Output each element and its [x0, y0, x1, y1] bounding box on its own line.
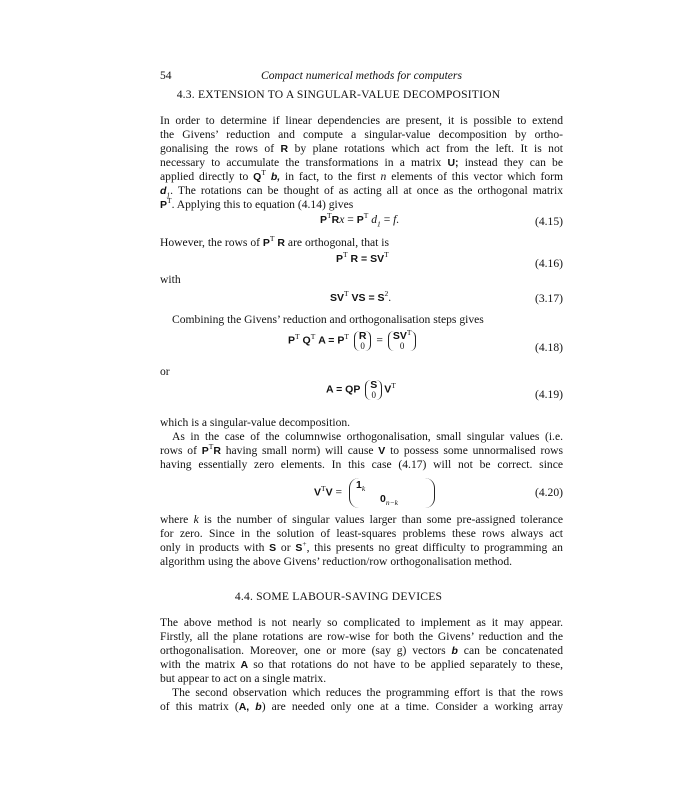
text-line: As in the case of the columnwise orthogonalisation, small singular values (i.e. — [172, 430, 563, 443]
running-title: Compact numerical methods for computers — [261, 69, 462, 82]
equation-number: (3.17) — [534, 292, 563, 305]
text-line: $d_1$. The rotations can be thought of as acting all at once as the orthogonal matrix — [160, 184, 563, 200]
equation-4-19: A = QP S 0 $V^T$ — [326, 379, 396, 400]
equation-4-18: $P^T$ $Q^T$ $A = P^T$ R $0 = SV^T$ 0 — [288, 331, 418, 351]
section-heading-4-4: 4.4. SOME LABOUR-SAVING DEVICES — [234, 590, 443, 603]
text-line: Firstly, all the plane rotations are row-wise for both the Givens’ reduction and the — [160, 630, 563, 643]
text-line: the Givens’ reduction and compute a singular-value decomposition by ortho- — [160, 128, 563, 141]
text-line: or — [160, 365, 170, 378]
text-line: orthogonalisation. Moreover, one or more (say g) vectors b can be concatenated — [160, 644, 563, 657]
equation-4-16: $P^T$ $R = SV^T$ — [336, 250, 389, 265]
block-matrix: S 0 — [365, 380, 382, 400]
text-line: However, the rows of $P^T$ R are orthogonal, that is — [160, 234, 390, 249]
block-matrix: $SV^T$ 0 — [388, 331, 417, 351]
block-diagonal-matrix: $1_k$ $0_{n-k}$ — [349, 478, 435, 508]
text-line: of this matrix (A, b) are needed only one at a time. Consider a working array — [160, 700, 563, 713]
equation-number: (4.15) — [534, 215, 563, 228]
text-line: Combining the Givens’ reduction and orthogonalisation steps gives — [172, 313, 484, 326]
section-heading-4-3: 4.3. EXTENSION TO A SINGULAR-VALUE DECOMPOSITION — [176, 88, 501, 101]
text-line: In order to determine if linear dependencies are present, it is possible to extend — [160, 114, 563, 127]
equation-4-20: $V^TV = 1_k$ $0_{n-k}$ — [314, 478, 435, 508]
equation-4-15: $P^TRx = P^T$ $d_1 = f$. — [320, 211, 400, 229]
text-line: necessary to accumulate the transformations in a matrix U; instead they can be — [160, 156, 563, 169]
text-line: The above method is not nearly so complicated to implement as it may appear. — [160, 616, 563, 629]
text-line: gonalising the rows of R by plane rotations which act from the left. It is not — [160, 142, 563, 155]
text-line: algorithm using the above Givens’ reduction/row orthogonalisation method. — [160, 555, 513, 568]
text-line: applied directly to $Q^T$ b, in fact, to the first n elements of this vector which form — [160, 168, 563, 183]
block-matrix: R 0 — [354, 331, 372, 351]
text-line: having essentially zero elements. In this case (4.17) will not be correct. since — [160, 458, 563, 471]
text-line: rows of $P^TR$ having small norm) will cause V to possess some unnormalised rows — [160, 442, 564, 457]
text-line: for zero. Since in the solution of least-squares problems these rows always act — [160, 527, 563, 540]
text-line: $P^T$. Applying this to equation (4.14) gives — [160, 196, 354, 211]
page-number: 54 — [160, 69, 172, 82]
text-line: with — [160, 273, 181, 286]
text-line: with the matrix A so that rotations do not have to be applied separately to these, — [160, 658, 564, 671]
text-line: only in products with S or S+, this presents no great difficulty to programming an — [160, 539, 563, 554]
equation-number: (4.19) — [534, 388, 563, 401]
equation-number: (4.20) — [534, 486, 563, 499]
text-line: The second observation which reduces the programming effort is that the rows — [172, 686, 563, 699]
equation-number: (4.18) — [534, 341, 563, 354]
equation-3-17: $SV^T$ VS = $S^2$. — [330, 289, 392, 304]
text-line: where k is the number of singular values larger than some pre-assigned tolerance — [160, 513, 563, 526]
text-line: but appear to act on a single matrix. — [160, 672, 327, 685]
equation-number: (4.16) — [534, 257, 563, 270]
text-line: which is a singular-value decomposition. — [160, 416, 351, 429]
